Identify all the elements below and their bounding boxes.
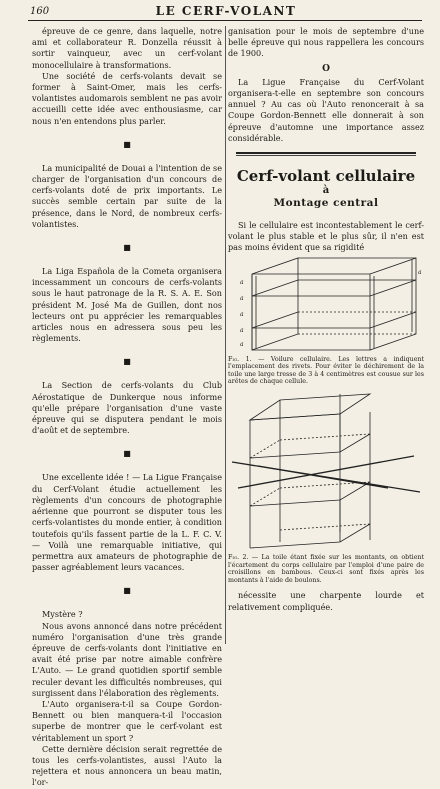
paragraph-charpente: nécessite une charpente lourde et relativement compliquée. bbox=[228, 590, 424, 612]
paragraph-photo-contest: Une excellente idée ! — La Ligue Française du Cerf-Volant étudie actuellement les règlements d'un concours de photographie aérienne que pourront se disputer tous les cerfs-volantistes du monde entier, à condition toutefois qu'ils fassent partie de la L. F. C. V. — Voilà une remarquable initiative, qui permettra aux amateurs de photographie de passer agréablement leurs vacances. bbox=[32, 472, 222, 573]
rivet-label: a bbox=[240, 326, 244, 334]
paragraph-liga-espanola: La Liga Española de la Cometa organisera incessamment un concours de cerfs-volants sous le haut patronage de la R. S. A. E. Son président M. José Ma de Guillen, dont nos lecteurs ont pu apprécier les remarquables articles nous en adressera sous peu les règlements. bbox=[32, 266, 222, 344]
paragraph-dunkerque: La Section de cerfs-volants du Club Aérostatique de Dunkerque nous informe qu'elle prépare l'organisation d'une vaste épreuve qui se disputera pendant le mois d'août et de septembre. bbox=[32, 380, 222, 436]
rivet-label: a bbox=[240, 310, 244, 318]
figure-1 bbox=[228, 254, 424, 386]
page-number: 160 bbox=[30, 6, 50, 17]
paragraph-ligue-francaise: La Ligue Française du Cerf-Volant organisera-t-elle en septembre son concours annuel ? Au cas où l'Auto renoncerait à sa Coupe Gordon-Bennett elle donnerait à son épreuve d'automne une importance assez considérable. bbox=[228, 76, 424, 143]
paragraph-decision: Cette dernière décision serait regrettée de tous les cerfs-volantistes, aussi l'Auto la rejettera et nous annoncera un beau matin, l'or- bbox=[32, 743, 222, 788]
rivet-label: a bbox=[240, 340, 244, 348]
paragraph-gordon-bennett: L'Auto organisera-t-il sa Coupe Gordon-Bennett ou bien manquera-t-il l'occasion superbe de montrer que le cerf-volant est véritablement un sport ? bbox=[32, 698, 222, 743]
separator-square: ■ bbox=[123, 139, 131, 149]
separator-circle: O bbox=[322, 63, 330, 74]
right-column bbox=[228, 26, 424, 613]
figure-1-drawing bbox=[228, 254, 424, 354]
column-divider bbox=[225, 26, 226, 644]
rivet-label: a bbox=[240, 278, 244, 286]
rivet-label: a bbox=[240, 294, 244, 302]
article-title-connector: à bbox=[322, 185, 330, 197]
ornamental-rule bbox=[236, 152, 416, 156]
separator-square: ■ bbox=[123, 449, 131, 459]
figure-2-drawing bbox=[228, 392, 424, 552]
figure-1-caption-text: — Voilure cellulaire. Les lettres a indiquent l'emplacement des rivets. Pour éviter le déchirement de la toile une large tresse de 3 à 4 centimètres est cousue sur les arêtes de chaque cellule. bbox=[228, 355, 425, 386]
article-subtitle: Montage central bbox=[273, 197, 379, 210]
mystere-heading: Mystère ? bbox=[42, 609, 83, 620]
figure-2-caption bbox=[228, 554, 424, 584]
page-header bbox=[30, 4, 422, 20]
figure-2-caption-text: — La toile étant fixée sur les montants, on obtient l'écartement du corps cellulaire par l'emploi d'une paire de croisillons en bambous. Ceux-ci sont fixés après les montants à l'aide de boulons. bbox=[228, 554, 425, 584]
header-rule bbox=[28, 20, 422, 21]
separator-square: ■ bbox=[123, 357, 131, 367]
figure-2-label: Fig. 2. bbox=[228, 554, 249, 562]
separator-square: ■ bbox=[123, 586, 131, 596]
rivet-label: a bbox=[418, 268, 422, 276]
figure-1-label: Fig. 1. bbox=[228, 355, 252, 363]
journal-title: LE CERF-VOLANT bbox=[155, 4, 297, 18]
paragraph-douai: La municipalité de Douai a l'intention de se charger de l'organisation d'un concours de cerfs-volants doté de prix importants. Le succès semble certain par suite de la présence, dans le Nord, de nombreux cerfs-volantistes. bbox=[32, 162, 222, 229]
paragraph-continuation: ganisation pour le mois de septembre d'une belle épreuve qui nous rappellera les concours de 1900. bbox=[228, 26, 424, 59]
paragraph-cellulaire: Si le cellulaire est incontestablement le cerf-volant le plus stable et le plus sûr, il n'en est pas moins évident que sa rigidité bbox=[228, 220, 424, 253]
paragraph-donzella: épreuve de ce genre, dans laquelle, notre ami et collaborateur R. Donzella réussit à sortir vainqueur, avec un cerf-volant monocellulaire à transformations. bbox=[32, 26, 222, 70]
figure-1-caption bbox=[228, 356, 424, 386]
figure-2 bbox=[228, 392, 424, 584]
paragraph-l-auto: Nous avons annoncé dans notre précédent numéro l'organisation d'une très grande épreuve de cerfs-volants dont l'initiative en avait été prise par notre aimable confrère L'Auto. — Le grand quotidien sportif semble reculer devant les difficultés nombreuses, qui surgissent dans l'élaboration des règlements. bbox=[32, 620, 222, 698]
separator-square: ■ bbox=[123, 243, 131, 253]
article-title: Cerf-volant cellulaire bbox=[236, 167, 416, 186]
paragraph-saint-omer: Une société de cerfs-volants devait se former à Saint-Omer, mais les cerfs-volantistes audomarois semblent ne pas avoir accueilli cette idée avec enthousiasme, car nous n'en entendons plus parler. bbox=[32, 70, 222, 126]
left-column bbox=[32, 26, 222, 789]
